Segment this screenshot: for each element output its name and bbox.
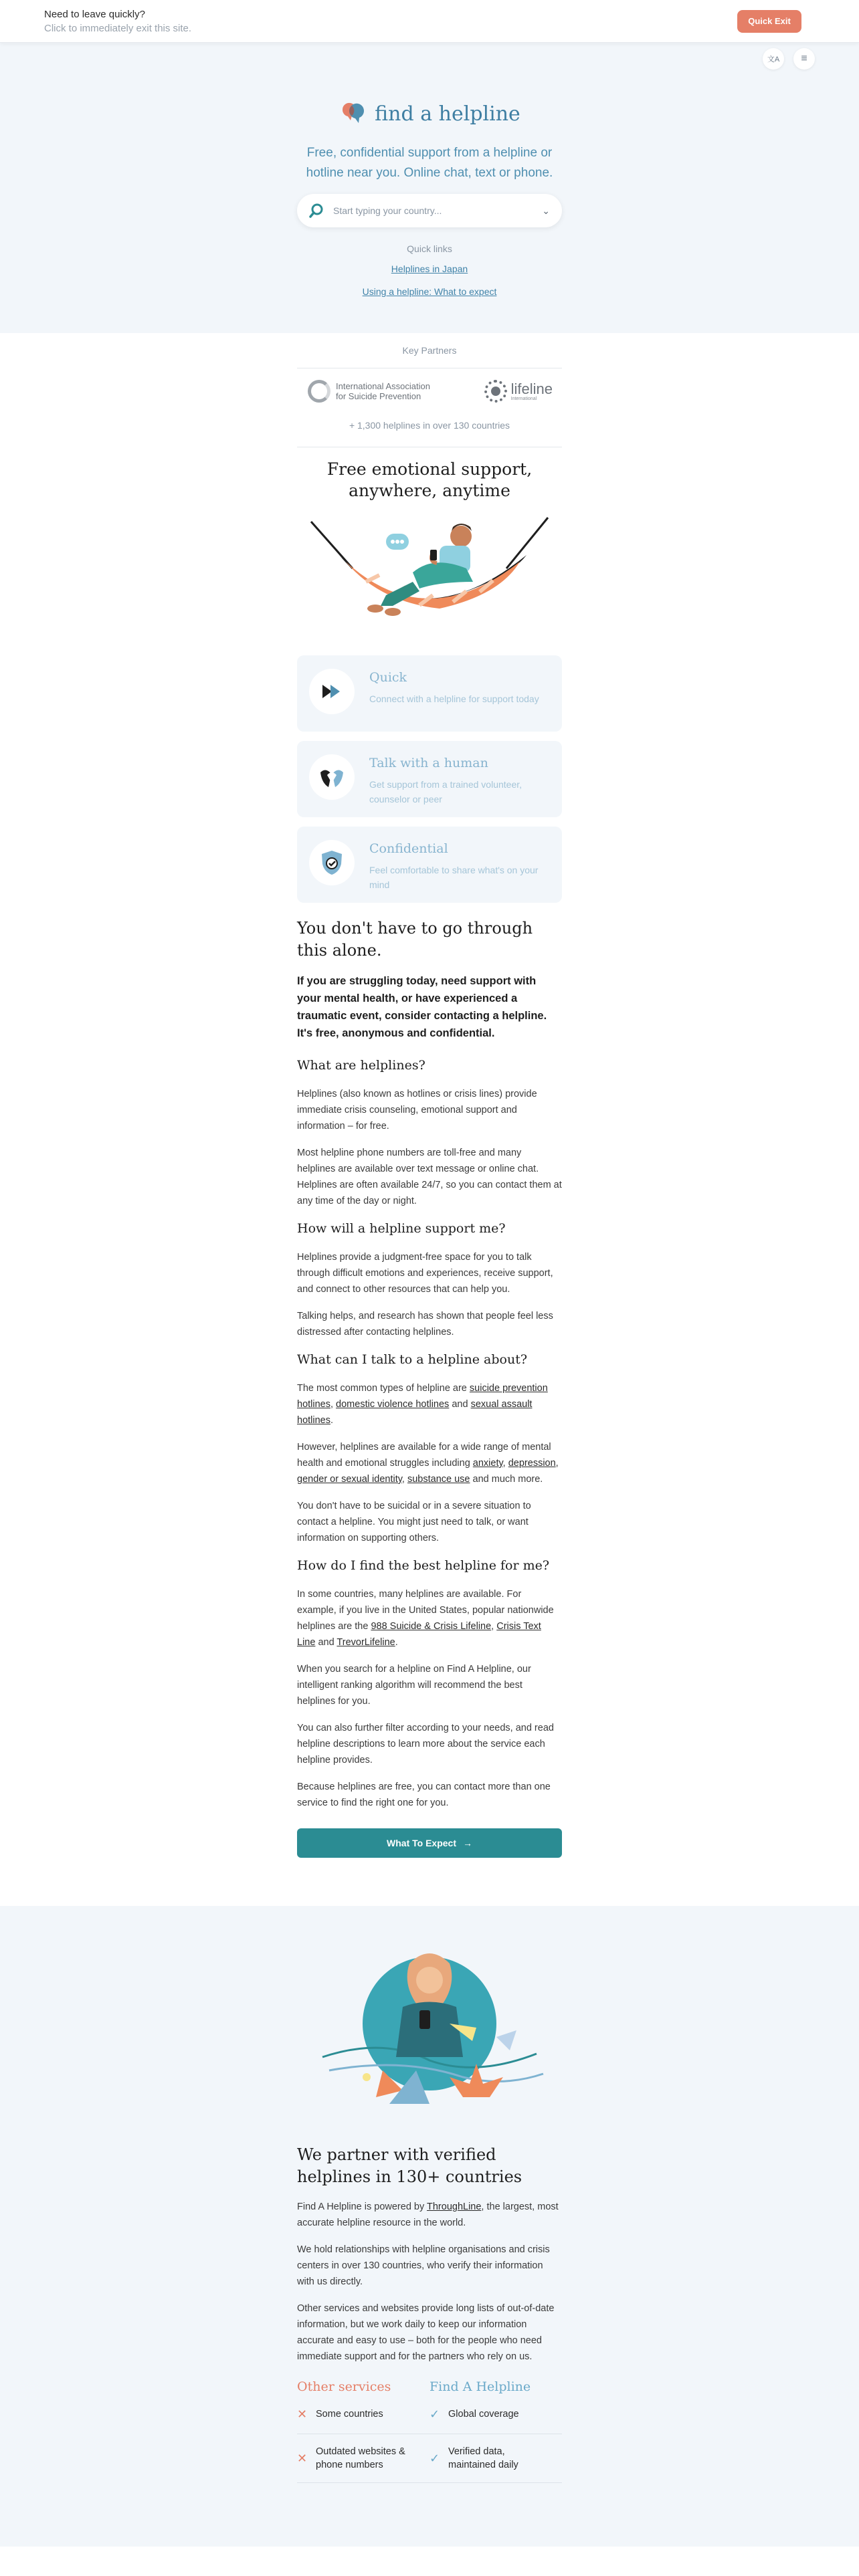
text: In some countries, many helplines are available. For example, if you live in the United States, popular nationwide helplines are the [297, 1589, 554, 1632]
feature-card-confidential [297, 827, 562, 903]
partner-section [0, 1906, 859, 2547]
text: , [502, 1458, 508, 1469]
cell-other [297, 2445, 430, 2472]
text: . [395, 1637, 398, 1648]
link-substance-use[interactable]: substance use [407, 1474, 470, 1485]
lifeline-globe-icon [484, 380, 507, 403]
text: , [555, 1458, 559, 1469]
link-crisis-text-line[interactable]: Crisis Text Line [297, 1621, 541, 1648]
quick-link-what-to-expect[interactable]: Using a helpline: What to expect [362, 286, 497, 297]
support-section [0, 459, 859, 903]
cell-fah [430, 2407, 562, 2421]
paragraph: Because helplines are free, you can contact more than one service to find the right one for you. [297, 1782, 551, 1808]
menu-icon: ≡ [801, 53, 807, 64]
country-search-input[interactable] [333, 205, 533, 216]
chevron-down-icon[interactable]: ⌄ [542, 205, 550, 216]
speech-bubbles-icon [339, 100, 368, 127]
paragraph [297, 1586, 562, 1650]
cta-label: What To Expect [387, 1838, 456, 1848]
feature-desc: Feel comfortable to share what's on your mind [369, 865, 539, 890]
comparison-row [297, 2434, 562, 2483]
feature-title: Talk with a human [369, 756, 488, 770]
quick-exit-text[interactable] [44, 9, 191, 34]
link-sexual-assault[interactable]: sexual assault hotlines [297, 1399, 533, 1426]
text: , [491, 1621, 497, 1632]
heading-what-talk-about: What can I talk to a helpline about? [297, 1352, 528, 1367]
partner-logos [308, 380, 553, 403]
comparison-header [297, 2379, 562, 2394]
shield-check-icon [309, 840, 355, 885]
link-domestic-violence[interactable]: domestic violence hotlines [336, 1399, 450, 1410]
cell-fah [430, 2445, 562, 2472]
comparison-table [297, 2379, 562, 2483]
column-find-a-helpline: Find A Helpline [430, 2379, 531, 2394]
paragraph: We hold relationships with helpline organisations and crisis centers in over 130 countries, who verify their information with us directly. [297, 2244, 550, 2287]
feature-card-human [297, 741, 562, 817]
quick-exit-button[interactable]: Quick Exit [737, 10, 801, 33]
feature-title: Quick [369, 670, 407, 685]
quick-exit-subtitle: Click to immediately exit this site. [44, 22, 192, 34]
cell-text: Some countries [316, 2408, 383, 2420]
paragraph: Most helpline phone numbers are toll-free and many helplines are available over text message or online chat. Helplines are often available 24/7, so you can contact them at any time of the day or night. [297, 1148, 562, 1206]
paragraph [297, 1380, 562, 1428]
quick-exit-bar[interactable] [0, 0, 859, 43]
cell-text: Outdated websites & phone numbers [316, 2446, 405, 2470]
support-title: Free emotional support, anywhere, anytime [326, 459, 533, 500]
heading-find-best: How do I find the best helpline for me? [297, 1558, 550, 1573]
brand-name: find a helpline [375, 102, 520, 126]
feature-desc: Get support from a trained volunteer, counselor or peer [369, 779, 522, 804]
article-lead: If you are struggling today, need support with your mental health, or have experienced a traumatic event, consider contacting a helpline. It's free, anonymous and confidential. [297, 975, 547, 1039]
info-article [297, 918, 562, 1858]
translate-icon: 文A [767, 56, 780, 64]
paragraph: Talking helps, and research has shown that people feel less distressed after contacting helplines. [297, 1311, 553, 1337]
link-anxiety[interactable]: anxiety [472, 1458, 503, 1469]
lifeline-name: lifeline [510, 380, 553, 397]
brand-logo[interactable] [0, 100, 859, 127]
helpline-count: + 1,300 helplines in over 130 countries [349, 420, 510, 431]
what-to-expect-button[interactable] [297, 1828, 562, 1858]
text: , [330, 1399, 337, 1410]
text: and much more. [470, 1474, 543, 1485]
paragraph: You can also further filter according to your needs, and read helpline descriptions to learn more about the service each helpline provides. [297, 1723, 554, 1765]
quick-link-japan[interactable]: Helplines in Japan [391, 263, 468, 274]
x-icon: ✕ [297, 2407, 308, 2421]
paragraph: Helplines (also known as hotlines or crisis lines) provide immediate crisis counseling, emotional support and information – for free. [297, 1089, 537, 1132]
text: , the largest, most accurate helpline resource in the world. [297, 2202, 559, 2228]
hammock-illustration [306, 508, 553, 642]
check-icon: ✓ [430, 2452, 440, 2465]
paragraph: Other services and websites provide long lists of out-of-date information, but we work daily to keep our information accurate and easy to use – both for the people who need immediate support and for the partners who rely on us. [297, 2303, 555, 2362]
text: and [449, 1399, 471, 1410]
text: , [401, 1474, 407, 1485]
comparison-row [297, 2394, 562, 2434]
iasp-logo[interactable] [308, 380, 442, 403]
play-forward-icon [309, 669, 355, 714]
x-icon: ✕ [297, 2452, 308, 2465]
partner-title: We partner with verified helplines in 130+ countries [297, 2145, 522, 2186]
text: and [315, 1637, 337, 1648]
key-partners-label: Key Partners [402, 345, 457, 356]
feature-card-quick [297, 655, 562, 732]
text: However, helplines are available for a wide range of mental health and emotional struggles including [297, 1442, 551, 1469]
cell-text: Global coverage [448, 2408, 519, 2420]
iasp-ring-icon [308, 380, 330, 403]
arrow-right-icon: → [462, 1838, 472, 1848]
check-icon: ✓ [430, 2407, 440, 2421]
link-suicide-prevention[interactable]: suicide prevention hotlines [297, 1383, 548, 1410]
text: The most common types of helpline are [297, 1383, 470, 1394]
link-988[interactable]: 988 Suicide & Crisis Lifeline [371, 1621, 492, 1632]
reading-woman-illustration [302, 1943, 557, 2117]
header-tools [763, 48, 815, 70]
heart-hands-icon [309, 754, 355, 800]
heading-how-support: How will a helpline support me? [297, 1221, 506, 1236]
link-trevor-lifeline[interactable]: TrevorLifeline [337, 1637, 395, 1648]
article-title: You don't have to go through this alone. [297, 919, 533, 960]
hero-tagline: Free, confidential support from a helpline or hotline near you. Online chat, text or phone. [306, 146, 553, 180]
link-depression[interactable]: depression [508, 1458, 556, 1469]
feature-title: Confidential [369, 841, 448, 856]
language-button[interactable] [763, 48, 784, 70]
feature-desc: Connect with a helpline for support today [369, 693, 539, 704]
menu-button[interactable] [793, 48, 815, 70]
partner-article [297, 2144, 562, 2365]
key-partners [0, 333, 859, 452]
quick-exit-title: Need to leave quickly? [44, 8, 145, 20]
cell-text: Verified data, maintained daily [448, 2446, 518, 2470]
heading-what-are-helplines: What are helplines? [297, 1058, 425, 1073]
column-other-services: Other services [297, 2379, 391, 2394]
paragraph: Helplines provide a judgment-free space for you to talk through difficult emotions and experiences, receive support, and connect to other resources that can help you. [297, 1252, 553, 1295]
lifeline-sub: International [510, 396, 537, 401]
country-search[interactable] [297, 194, 562, 227]
link-throughline[interactable]: ThroughLine [427, 2202, 482, 2212]
hero-section [0, 43, 859, 333]
quick-links-label: Quick links [407, 243, 452, 254]
cell-other [297, 2407, 430, 2421]
link-gender-identity[interactable]: gender or sexual identity [297, 1474, 402, 1485]
paragraph: When you search for a helpline on Find A Helpline, our intelligent ranking algorithm will recommend the best helplines for you. [297, 1664, 531, 1707]
paragraph [297, 2199, 562, 2231]
text: Find A Helpline is powered by [297, 2202, 427, 2212]
paragraph: You don't have to be suicidal or in a severe situation to contact a helpline. You might just need to talk, or want information on supporting others. [297, 1501, 531, 1543]
lifeline-logo[interactable] [484, 380, 553, 403]
iasp-name: International Association for Suicide Prevention [336, 381, 430, 401]
search-icon [309, 203, 324, 218]
text: . [330, 1415, 334, 1426]
paragraph [297, 1439, 562, 1487]
